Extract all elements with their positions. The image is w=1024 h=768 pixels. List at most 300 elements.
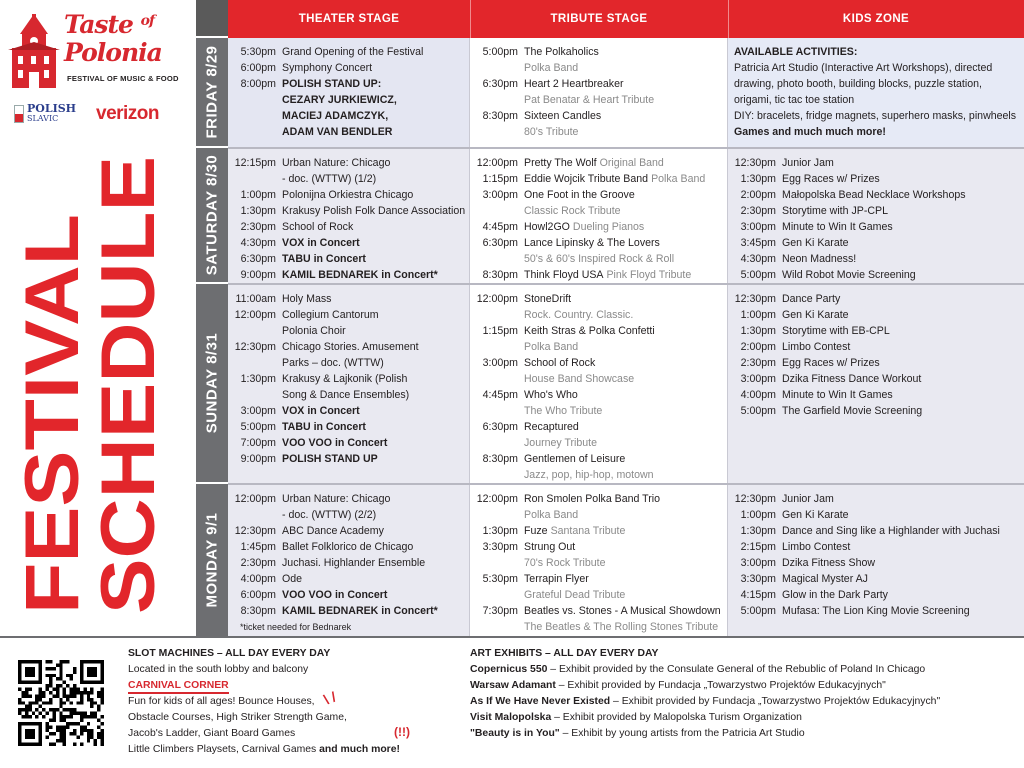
schedule-entry	[734, 307, 1018, 323]
schedule-entry	[234, 539, 463, 555]
entry-inline-subtitle: Original Band	[599, 157, 664, 169]
entry-name: Limbo Contest	[782, 341, 851, 353]
schedule-entry	[234, 355, 463, 371]
row-monday	[228, 485, 1024, 636]
art-item: As If We Have Never Existed – Exhibit provided by Fundacja „Towarzystwo Projektów Edukacyjnych"	[470, 696, 941, 707]
logo-word-polonia: Polonia	[64, 38, 162, 67]
schedule-entry	[734, 323, 1018, 339]
entry-name: CEZARY JURKIEWICZ,	[282, 94, 397, 106]
schedule-entry	[476, 267, 721, 283]
entry-name: Polonia Choir	[282, 325, 346, 337]
entry-name: The Garfield Movie Screening	[782, 405, 923, 417]
entry-name: Think Floyd USA	[524, 269, 604, 281]
entry-subtitle: Journey Tribute	[524, 437, 598, 449]
taste-of-polonia-logo[interactable]	[8, 8, 193, 88]
entry-time: 6:30pm	[482, 237, 518, 249]
schedule-entry	[234, 267, 463, 283]
schedule-entry	[476, 108, 721, 124]
entry-name: The Polkaholics	[524, 46, 599, 58]
entry-name: Ron Smolen Polka Band Trio	[524, 493, 661, 505]
art-item: "Beauty is in You" – Exhibit by young artists from the Patricia Art Studio	[470, 728, 805, 739]
entry-time: 6:30pm	[482, 421, 518, 433]
day-label-saturday: SATURDAY 8/30	[196, 148, 228, 284]
entry-time: 3:00pm	[740, 557, 776, 569]
entry-name: Symphony Concert	[282, 62, 373, 74]
schedule-entry	[734, 491, 1018, 507]
entry-time: 3:00pm	[740, 373, 776, 385]
entry-time: 12:00pm	[234, 309, 276, 321]
entry-name: Dzika Fitness Dance Workout	[782, 373, 922, 385]
entry-time: 1:00pm	[240, 189, 276, 201]
entry-name: Terrapin Flyer	[524, 573, 589, 585]
entry-name: POLISH STAND UP:	[282, 78, 382, 90]
schedule-entry	[234, 60, 463, 76]
entry-name: - doc. (WTTW) (1/2)	[282, 173, 377, 185]
entry-time: 2:00pm	[740, 341, 776, 353]
schedule-entry	[476, 44, 721, 60]
entry-time: 4:00pm	[240, 573, 276, 585]
schedule-entry	[734, 507, 1018, 523]
entry-time: 5:30pm	[240, 46, 276, 58]
schedule-entry	[476, 571, 721, 587]
entry-name: Pretty The Wolf	[524, 157, 597, 169]
entry-name: Urban Nature: Chicago	[282, 493, 391, 505]
entry-subtitle: 80's Tribute	[524, 126, 579, 138]
schedule-entry	[234, 435, 463, 451]
entry-name: School of Rock	[524, 357, 596, 369]
sunday-theater-cell	[228, 285, 470, 484]
carnival-line: Jacob's Ladder, Giant Board Games	[128, 728, 296, 739]
schedule-entry	[476, 419, 721, 435]
ticket-note: *ticket needed for Bednarek	[240, 622, 352, 632]
spark-icon: \ /	[321, 688, 339, 708]
schedule-entry	[476, 587, 721, 603]
entry-name: One Foot in the Groove	[524, 189, 635, 201]
monday-kids-cell	[728, 485, 1024, 636]
entry-name: VOX in Concert	[282, 405, 360, 417]
entry-name: Storytime with EB-CPL	[782, 325, 890, 337]
castle-icon	[8, 14, 60, 88]
schedule-entry	[734, 291, 1018, 307]
entry-time: 3:00pm	[482, 189, 518, 201]
entry-time: 3:00pm	[240, 405, 276, 417]
entry-time: 12:00pm	[234, 493, 276, 505]
schedule-entry	[476, 555, 721, 571]
schedule-entry	[234, 451, 463, 467]
schedule-entry	[734, 371, 1018, 387]
entry-name: Ode	[282, 573, 303, 585]
entry-time: 5:00pm	[482, 46, 518, 58]
flag-icon	[14, 105, 24, 123]
schedule-entry	[234, 571, 463, 587]
schedule-entry	[734, 251, 1018, 267]
schedule-entry	[234, 307, 463, 323]
entry-time: 7:30pm	[482, 605, 518, 617]
schedule-header	[228, 0, 1024, 38]
monday-tribute-cell	[470, 485, 728, 636]
schedule-entry	[476, 235, 721, 251]
entry-name: Magical Myster AJ	[782, 573, 868, 585]
entry-name: Egg Races w/ Prizes	[782, 357, 880, 369]
entry-time: 8:30pm	[482, 453, 518, 465]
slots-location: Located in the south lobby and balcony	[128, 664, 309, 675]
entry-time: 12:15pm	[234, 157, 276, 169]
entry-name: Howl2GO	[524, 221, 570, 233]
schedule-entry	[234, 155, 463, 171]
header-tribute-stage: TRIBUTE STAGE	[550, 13, 648, 25]
bottom-info	[0, 636, 1024, 768]
schedule-entry	[476, 307, 721, 323]
entry-name: Parks – doc. (WTTW)	[282, 357, 384, 369]
entry-inline-subtitle: Dueling Pianos	[572, 221, 645, 233]
schedule-entry	[234, 587, 463, 603]
entry-time: 2:30pm	[740, 357, 776, 369]
entry-time: 5:00pm	[740, 405, 776, 417]
entry-time: 9:00pm	[240, 453, 276, 465]
schedule-entry	[734, 587, 1018, 603]
schedule-entry	[734, 603, 1018, 619]
schedule-entry	[476, 203, 721, 219]
schedule-entry	[476, 523, 721, 539]
entry-time: 5:00pm	[740, 605, 776, 617]
logo-tagline: FESTIVAL OF MUSIC & FOOD	[67, 74, 179, 83]
entry-time: 1:30pm	[740, 325, 776, 337]
schedule-entry	[234, 555, 463, 571]
schedule-entry	[734, 355, 1018, 371]
title-line1: FESTIVAL	[10, 252, 95, 614]
schedule-entry	[234, 187, 463, 203]
entry-time: 8:30pm	[482, 269, 518, 281]
kids-activities-heading: AVAILABLE ACTIVITIES:	[734, 46, 858, 58]
entry-time: 2:30pm	[240, 557, 276, 569]
entry-name: Heart 2 Heartbreaker	[524, 78, 624, 90]
entry-time: 2:30pm	[740, 205, 776, 217]
entry-subtitle: House Band Showcase	[524, 373, 635, 385]
polish-slavic-logo[interactable]: POLISH SLAVIC	[14, 102, 78, 128]
schedule-entry	[476, 251, 721, 267]
schedule-entry	[476, 467, 721, 483]
entry-time: 12:30pm	[234, 341, 276, 353]
entry-time: 11:00am	[235, 293, 276, 305]
entry-name: - doc. (WTTW) (2/2)	[282, 509, 377, 521]
schedule-entry	[476, 339, 721, 355]
schedule-entry	[734, 539, 1018, 555]
row-saturday	[228, 149, 1024, 284]
entry-time: 12:00pm	[476, 293, 518, 305]
entry-subtitle: Polka Band	[524, 341, 579, 353]
schedule-entry	[476, 603, 721, 619]
entry-name: Dzika Fitness Show	[782, 557, 876, 569]
schedule-entry	[734, 387, 1018, 403]
entry-time: 2:30pm	[240, 221, 276, 233]
kids-activities-body: Patricia Art Studio (Interactive Art Workshops), directed drawing, photo booth, building blocks, puzzle station, origami, tic tac toe station	[734, 62, 993, 106]
schedule-entry	[234, 92, 463, 108]
entry-time: 12:30pm	[234, 525, 276, 537]
entry-name: Urban Nature: Chicago	[282, 157, 391, 169]
header-theater-stage: THEATER STAGE	[298, 13, 400, 25]
schedule-entry	[734, 155, 1018, 171]
friday-kids-cell	[728, 38, 1024, 148]
entry-name: Juchasi. Highlander Ensemble	[282, 557, 426, 569]
entry-time: 1:00pm	[740, 309, 776, 321]
kids-activities-diy: DIY: bracelets, fridge magnets, superhero masks, pinwheels	[734, 110, 1017, 122]
schedule-entry	[734, 339, 1018, 355]
entry-name: Minute to Win It Games	[782, 389, 893, 401]
schedule-entry	[234, 44, 463, 60]
schedule-entry	[234, 124, 463, 140]
schedule-entry	[734, 203, 1018, 219]
entry-time: 4:30pm	[240, 237, 276, 249]
entry-name: Who's Who	[524, 389, 578, 401]
schedule-entry	[734, 171, 1018, 187]
entry-subtitle: The Who Tribute	[524, 405, 603, 417]
friday-theater-cell	[228, 38, 470, 148]
schedule-entry	[234, 76, 463, 92]
saturday-theater-cell	[228, 149, 470, 284]
entry-subtitle: Rock. Country. Classic.	[524, 309, 634, 321]
entry-name: Ballet Folklorico de Chicago	[282, 541, 414, 553]
entry-time: 3:00pm	[740, 221, 776, 233]
entry-name: Dance and Sing like a Highlander with Juchasi	[782, 525, 1000, 537]
schedule-entry	[734, 571, 1018, 587]
friday-tribute-cell	[470, 38, 728, 148]
schedule-entry	[234, 171, 463, 187]
schedule-entry	[476, 124, 721, 140]
schedule-entry	[734, 187, 1018, 203]
schedule-entry	[476, 60, 721, 76]
entry-time: 3:30pm	[482, 541, 518, 553]
entry-time: 4:15pm	[740, 589, 776, 601]
entry-subtitle: Grateful Dead Tribute	[524, 589, 626, 601]
entry-subtitle: Polka Band	[524, 62, 579, 74]
schedule-entry	[234, 603, 463, 619]
entry-time: 6:00pm	[240, 62, 276, 74]
schedule-entry	[734, 219, 1018, 235]
entry-name: Krakusy & Lajkonik (Polish	[282, 373, 408, 385]
title-line2: SCHEDULE	[86, 195, 168, 614]
schedule-entry	[734, 235, 1018, 251]
kids-activities-more: Games and much much more!	[734, 126, 886, 138]
schedule-entry	[234, 491, 463, 507]
entry-name: VOX in Concert	[282, 237, 360, 249]
entry-time: 2:00pm	[740, 189, 776, 201]
sponsor-logos	[14, 98, 194, 130]
entry-time: 4:45pm	[482, 389, 518, 401]
verizon-logo[interactable]: verizon	[96, 103, 160, 124]
entry-time: 2:15pm	[740, 541, 776, 553]
entry-name: Song & Dance Ensembles)	[282, 389, 410, 401]
entry-time: 5:00pm	[240, 421, 276, 433]
entry-time: 1:30pm	[482, 525, 518, 537]
entry-inline-subtitle: Santana Tribute	[550, 525, 626, 537]
schedule-entry	[234, 339, 463, 355]
entry-name: Limbo Contest	[782, 541, 851, 553]
festival-schedule-title	[8, 150, 168, 620]
entry-time: 3:00pm	[482, 357, 518, 369]
schedule-entry	[234, 323, 463, 339]
art-item: Visit Malopolska – Exhibit provided by Malopolska Turism Organization	[470, 712, 802, 723]
schedule-entry	[476, 451, 721, 467]
schedule-entry	[476, 92, 721, 108]
entry-subtitle: Polka Band	[524, 509, 579, 521]
entry-name: StoneDrift	[524, 293, 572, 305]
entry-time: 4:30pm	[740, 253, 776, 265]
entry-name: Glow in the Dark Party	[782, 589, 888, 601]
entry-subtitle: Classic Rock Tribute	[524, 205, 621, 217]
schedule-entry	[476, 355, 721, 371]
entry-time: 7:00pm	[240, 437, 276, 449]
entry-time: 6:00pm	[240, 589, 276, 601]
schedule-entry	[476, 403, 721, 419]
entry-time: 12:00pm	[476, 157, 518, 169]
entry-name: Gen Ki Karate	[782, 237, 849, 249]
monday-theater-cell	[228, 485, 470, 636]
entry-time: 4:45pm	[482, 221, 518, 233]
entry-inline-subtitle: Polka Band	[651, 173, 706, 185]
entry-name: Keith Stras & Polka Confetti	[524, 325, 655, 337]
entry-name: Małopolska Bead Necklace Workshops	[782, 189, 966, 201]
sunday-kids-cell	[728, 285, 1024, 484]
entry-inline-subtitle: Pink Floyd Tribute	[606, 269, 692, 281]
schedule-entry	[234, 251, 463, 267]
entry-name: Eddie Wojcik Tribute Band	[524, 173, 649, 185]
art-item: Warsaw Adamant – Exhibit provided by Fundacja „Towarzystwo Projektów Edukacyjnych"	[470, 680, 886, 691]
entry-name: Holy Mass	[282, 293, 332, 305]
entry-name: Collegium Cantorum	[282, 309, 379, 321]
entry-time: 1:30pm	[240, 205, 276, 217]
entry-time: 6:30pm	[240, 253, 276, 265]
entry-name: TABU in Concert	[282, 253, 366, 265]
slots-heading: SLOT MACHINES – ALL DAY EVERY DAY	[128, 648, 331, 659]
art-item: Copernicus 550 – Exhibit provided by the Consulate General of the Rebublic of Poland In Chicago	[470, 664, 926, 675]
schedule-entry	[234, 507, 463, 523]
schedule-entry	[476, 291, 721, 307]
schedule-entry	[476, 171, 721, 187]
schedule-entry	[476, 219, 721, 235]
entry-time: 1:30pm	[740, 525, 776, 537]
carnival-line: Obstacle Courses, High Striker Strength Game,	[128, 712, 347, 723]
carnival-line: Little Climbers Playsets, Carnival Games and much more!	[128, 744, 400, 755]
carnival-heading: CARNIVAL CORNER	[128, 679, 229, 694]
entry-name: KAMIL BEDNAREK in Concert*	[282, 605, 438, 617]
entry-time: 12:30pm	[734, 293, 776, 305]
schedule-entry	[476, 155, 721, 171]
header-kids-zone: KIDS ZONE	[842, 13, 910, 25]
entry-name: ABC Dance Academy	[282, 525, 384, 537]
entry-name: Strung Out	[524, 541, 576, 553]
schedule-entry	[734, 523, 1018, 539]
schedule-entry	[476, 76, 721, 92]
entry-name: Recaptured	[524, 421, 579, 433]
entry-time: 1:30pm	[240, 373, 276, 385]
schedule-entry	[234, 108, 463, 124]
schedule-entry	[476, 539, 721, 555]
schedule-entry	[476, 323, 721, 339]
entry-name: Egg Races w/ Prizes	[782, 173, 880, 185]
entry-name: Gen Ki Karate	[782, 509, 849, 521]
schedule-entry	[234, 219, 463, 235]
entry-name: Beatles vs. Stones - A Musical Showdown	[524, 605, 721, 617]
entry-time: 4:00pm	[740, 389, 776, 401]
schedule-entry	[734, 555, 1018, 571]
schedule-entry	[476, 371, 721, 387]
entry-time: 6:30pm	[482, 78, 518, 90]
schedule-entry	[234, 387, 463, 403]
schedule-entry	[234, 371, 463, 387]
row-friday	[228, 38, 1024, 148]
schedule-entry	[476, 187, 721, 203]
schedule-entry	[234, 419, 463, 435]
entry-name: Gentlemen of Leisure	[524, 453, 626, 465]
schedule-entry	[476, 619, 721, 635]
entry-time: 1:30pm	[740, 173, 776, 185]
entry-subtitle: Jazz, pop, hip-hop, motown	[524, 469, 654, 481]
entry-name: Wild Robot Movie Screening	[782, 269, 916, 281]
left-panel	[0, 0, 196, 636]
art-exhibits-section	[470, 646, 1018, 742]
day-label-sunday: SUNDAY 8/31	[196, 284, 228, 484]
entry-time: 12:30pm	[734, 157, 776, 169]
entry-time: 8:30pm	[482, 110, 518, 122]
day-label-friday: FRIDAY 8/29	[196, 38, 228, 148]
entry-time: 5:00pm	[740, 269, 776, 281]
schedule-entry	[476, 387, 721, 403]
entry-time: 8:30pm	[240, 605, 276, 617]
entry-time: 8:00pm	[240, 78, 276, 90]
saturday-tribute-cell	[470, 149, 728, 284]
schedule-entry	[734, 267, 1018, 283]
entry-name: Chicago Stories. Amusement	[282, 341, 419, 353]
entry-time: 5:30pm	[482, 573, 518, 585]
entry-subtitle: Pat Benatar & Heart Tribute	[524, 94, 655, 106]
entry-time: 1:15pm	[482, 173, 518, 185]
sunday-tribute-cell	[470, 285, 728, 484]
entry-name: Minute to Win It Games	[782, 221, 893, 233]
schedule-entry	[234, 403, 463, 419]
smile-icon: (!!)	[394, 725, 410, 739]
schedule-entry	[476, 507, 721, 523]
entry-name: Fuze	[524, 525, 548, 537]
entry-subtitle: 50's & 60's Inspired Rock & Roll	[524, 253, 675, 265]
schedule-entry	[734, 403, 1018, 419]
schedule-entry	[476, 491, 721, 507]
carnival-line: Fun for kids of all ages! Bounce Houses,	[128, 696, 315, 707]
saturday-kids-cell	[728, 149, 1024, 284]
entry-time: 3:45pm	[740, 237, 776, 249]
entry-name: POLISH STAND UP	[282, 453, 378, 465]
entry-time: 1:45pm	[240, 541, 276, 553]
qr-code[interactable]	[18, 660, 104, 746]
entry-name: Dance Party	[782, 293, 841, 305]
entry-name: Junior Jam	[782, 493, 834, 505]
schedule-entry	[234, 203, 466, 219]
schedule-entry	[234, 291, 463, 307]
entry-name: Krakusy Polish Folk Dance Association	[282, 205, 466, 217]
entry-name: ADAM VAN BENDLER	[282, 126, 393, 138]
entry-subtitle: The Beatles & The Rolling Stones Tribute	[524, 621, 719, 633]
entry-name: Mufasa: The Lion King Movie Screening	[782, 605, 970, 617]
entry-name: Storytime with JP-CPL	[782, 205, 888, 217]
entry-name: TABU in Concert	[282, 421, 366, 433]
entry-name: KAMIL BEDNAREK in Concert*	[282, 269, 438, 281]
day-label-monday: MONDAY 9/1	[196, 484, 228, 636]
entry-name: Gen Ki Karate	[782, 309, 849, 321]
entry-name: Sixteen Candles	[524, 110, 602, 122]
entry-time: 3:30pm	[740, 573, 776, 585]
entry-name: Lance Lipinsky & The Lovers	[524, 237, 660, 249]
schedule-entry	[234, 523, 463, 539]
entry-time: 1:00pm	[740, 509, 776, 521]
